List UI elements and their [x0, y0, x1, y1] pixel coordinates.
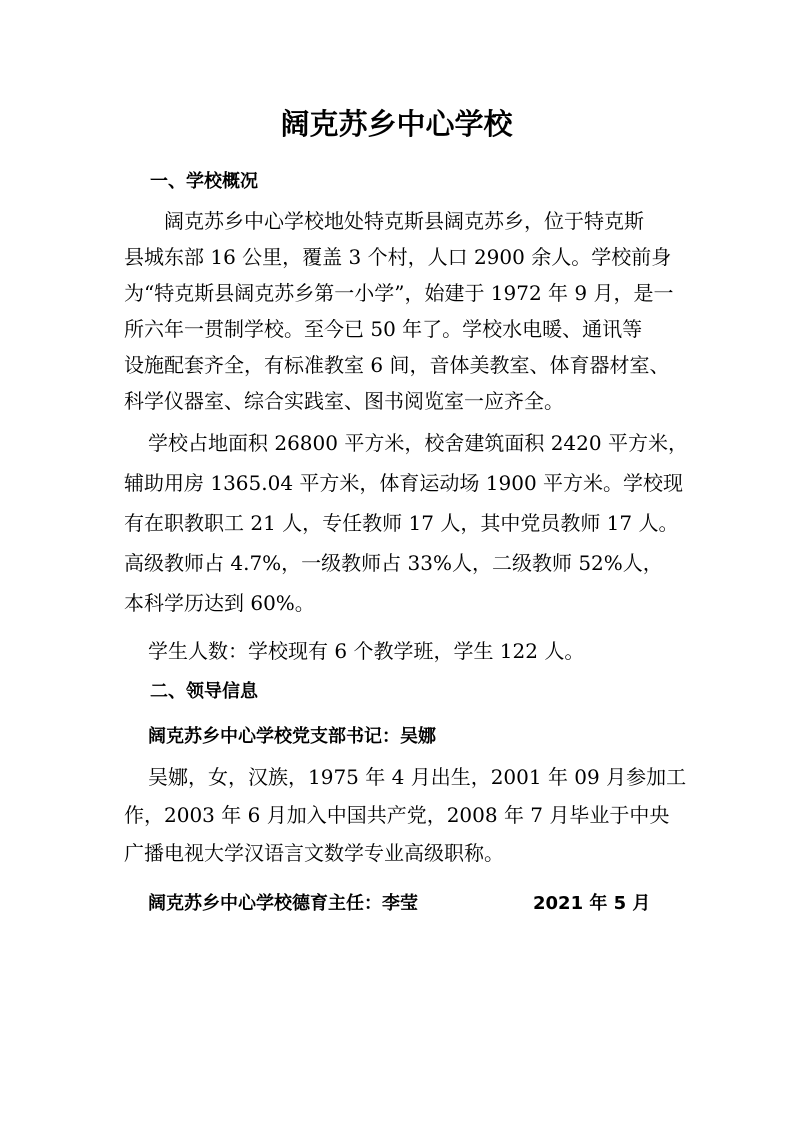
paragraph-line: 县城东部 16 公里，覆盖 3 个村，人口 2900 余人。学校前身	[124, 245, 672, 269]
leader-2-heading: 阔克苏乡中心学校德育主任：李莹	[148, 893, 418, 914]
section-heading-overview: 一、学校概况	[150, 171, 258, 192]
paragraph-line: 所六年一贯制学校。至今已 50 年了。学校水电暖、通讯等	[124, 317, 643, 341]
paragraph-line: 学校占地面积 26800 平方米，校舍建筑面积 2420 平方米，	[148, 431, 688, 455]
paragraph-line: 阔克苏乡中心学校地处特克斯县阔克苏乡，位于特克斯	[164, 209, 644, 233]
paragraph-student-count: 学生人数：学校现有 6 个教学班，学生 122 人。	[148, 639, 585, 663]
paragraph-line: 高级教师占 4.7%，一级教师占 33%人，二级教师 52%人，	[124, 551, 663, 575]
paragraph-line: 本科学历达到 60%。	[124, 591, 315, 615]
paragraph-line: 为“特克斯县阔克苏乡第一小学”，始建于 1972 年 9 月，是一	[124, 281, 674, 305]
document-date: 2021 年 5 月	[533, 893, 651, 914]
leader-1-heading: 阔克苏乡中心学校党支部书记：吴娜	[148, 726, 436, 747]
paragraph-line: 辅助用房 1365.04 平方米，体育运动场 1900 平方米。学校现	[124, 471, 684, 495]
paragraph-line: 有在职教职工 21 人，专任教师 17 人，其中党员教师 17 人。	[124, 511, 679, 535]
paragraph-line: 科学仪器室、综合实践室、图书阅览室一应齐全。	[124, 389, 564, 413]
section-heading-leaders: 二、领导信息	[150, 681, 258, 702]
paragraph-line: 广播电视大学汉语言文数学专业高级职称。	[124, 841, 504, 865]
paragraph-line: 作，2003 年 6 月加入中国共产党，2008 年 7 月毕业于中央	[124, 803, 670, 827]
paragraph-line: 设施配套齐全，有标准教室 6 间，音体美教室、体育器材室、	[124, 353, 670, 377]
paragraph-line: 吴娜，女，汉族，1975 年 4 月出生，2001 年 09 月参加工	[148, 765, 687, 789]
document-title: 阔克苏乡中心学校	[280, 107, 513, 141]
